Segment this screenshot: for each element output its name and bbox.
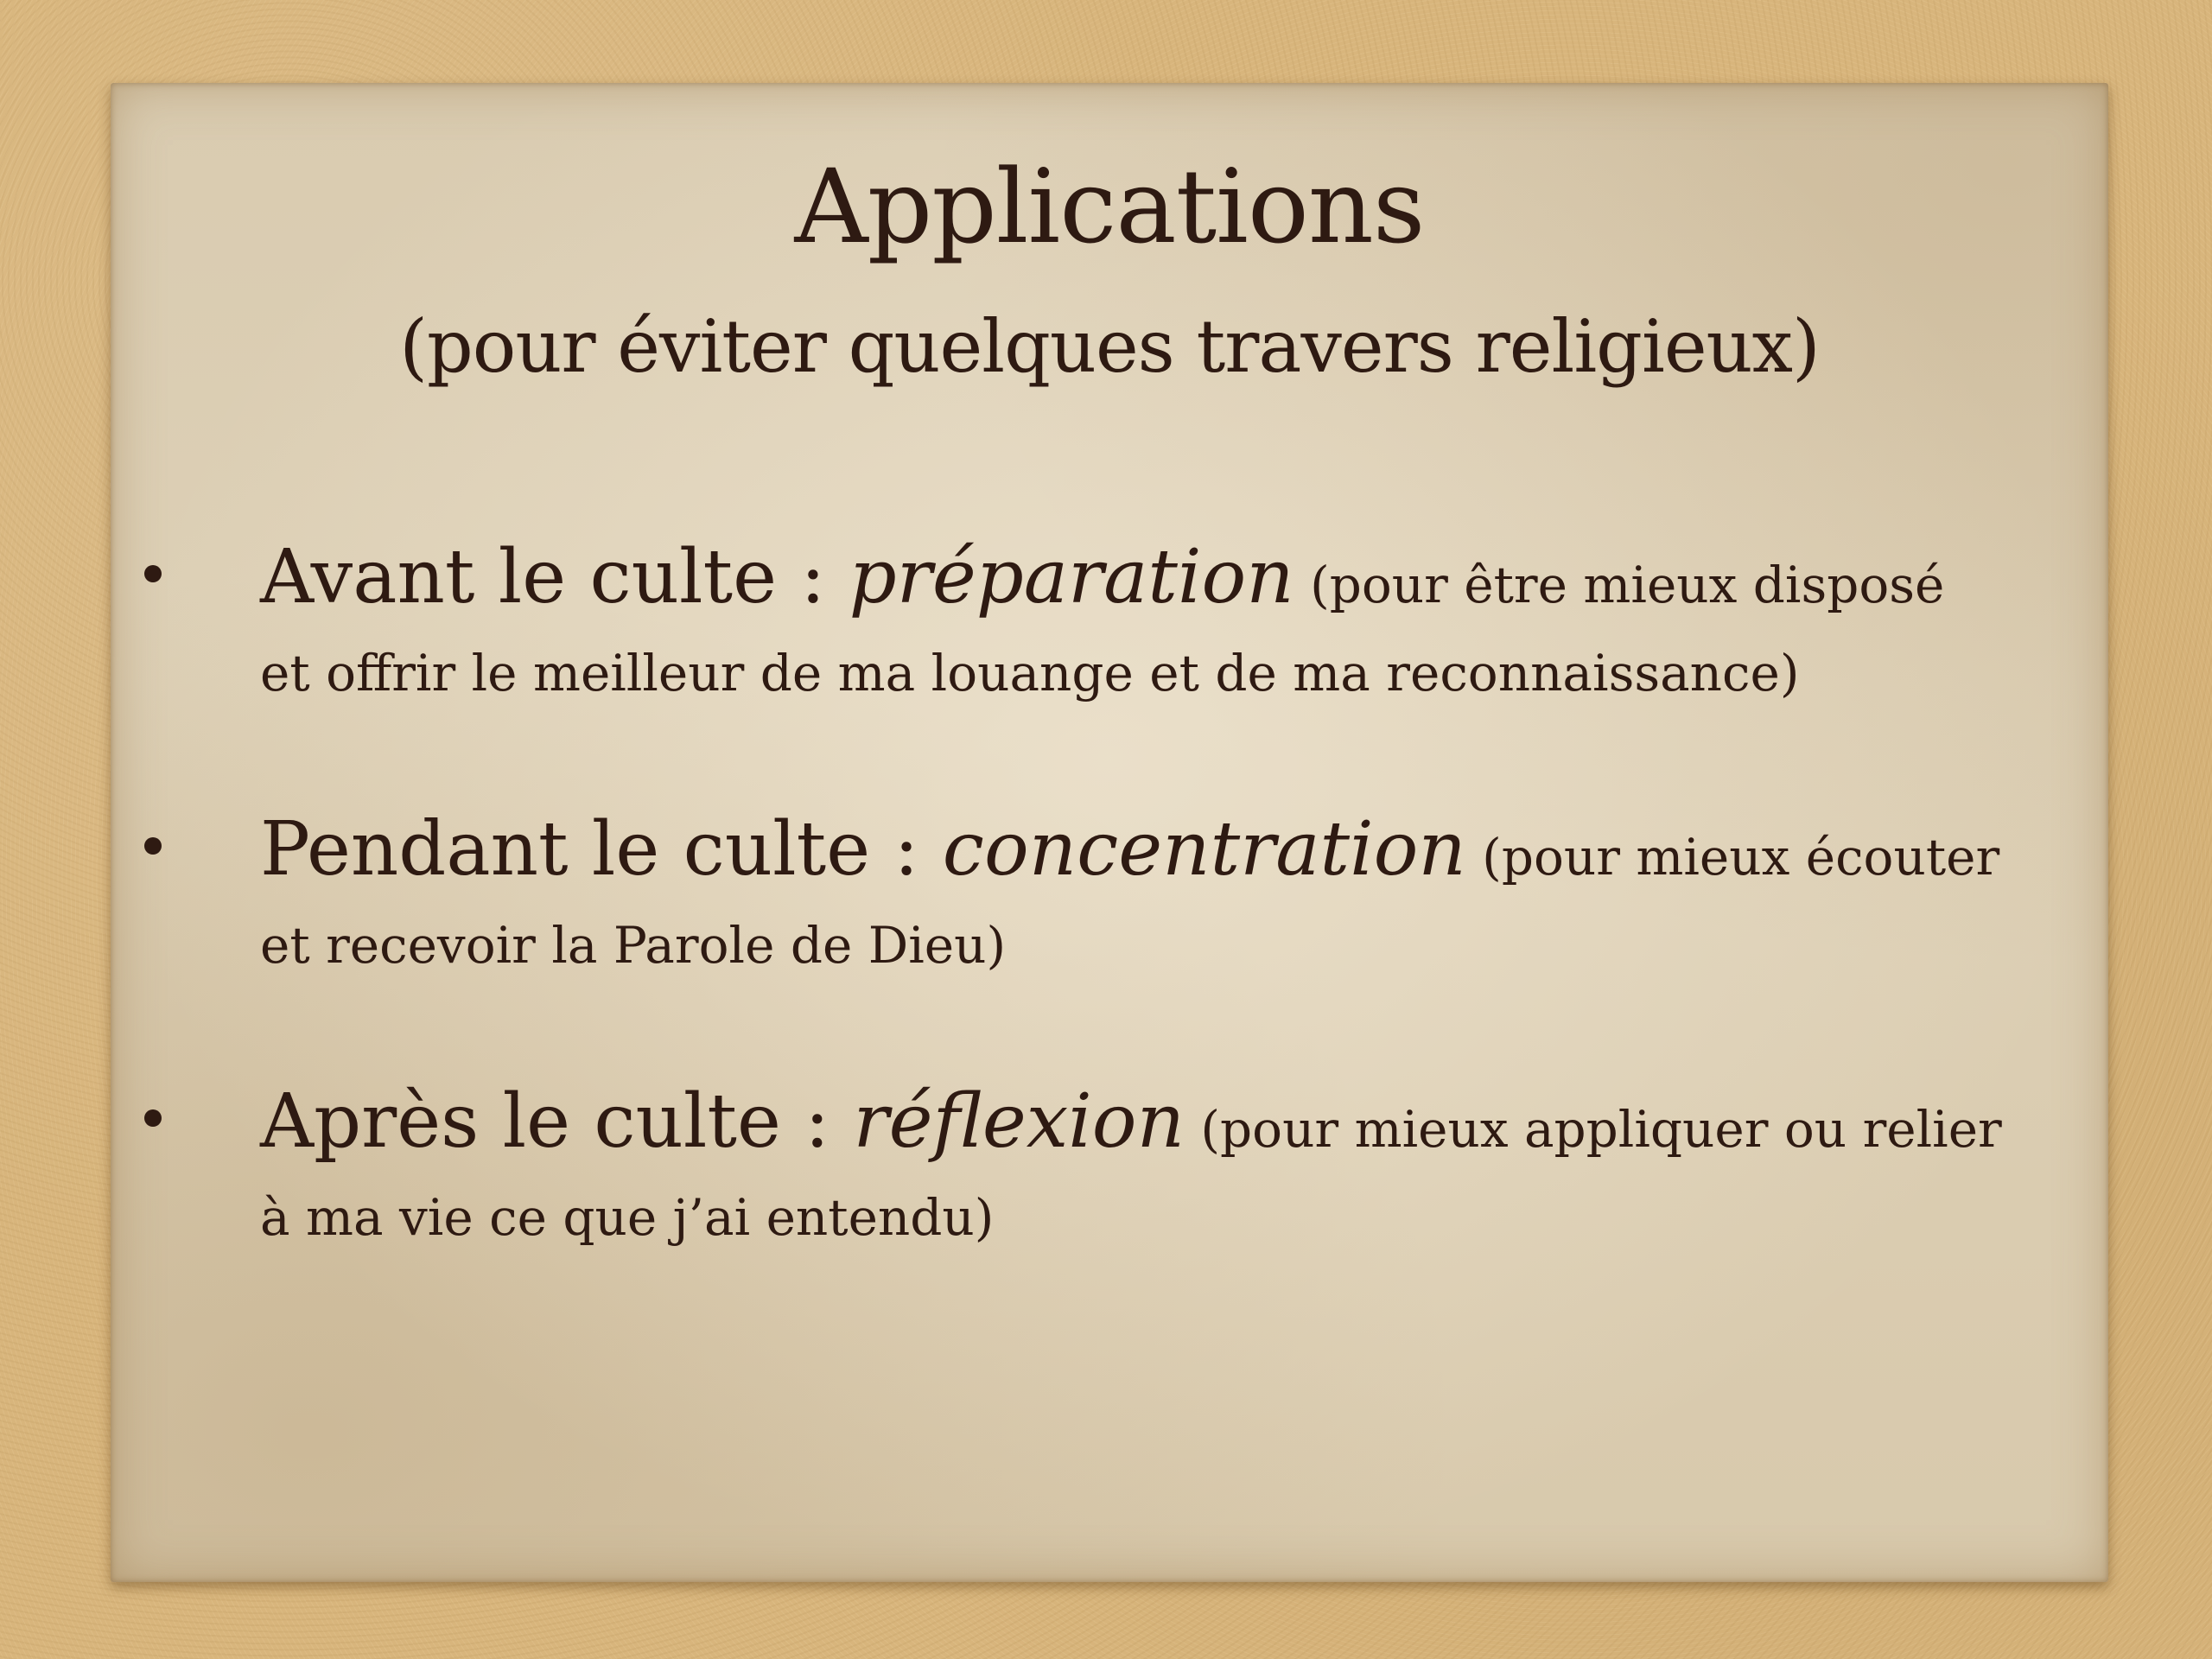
bullet-detail-start: (pour mieux appliquer ou relier	[1184, 1100, 2002, 1159]
bullet-keyword: préparation	[849, 534, 1294, 620]
bullet-item-preparation	[260, 532, 1988, 716]
bullet-lead: Pendant le culte :	[260, 806, 943, 893]
bullet-item-reflexion	[260, 1077, 2002, 1261]
bullet-keyword: concentration	[942, 806, 1466, 893]
bullet-detail-start: (pour mieux écouter	[1465, 828, 2000, 887]
bullet-item-concentration	[260, 804, 2000, 988]
bullet-line-main	[260, 532, 1988, 630]
bullet-line-main	[260, 804, 2000, 902]
bullet-dot-icon	[144, 837, 162, 855]
bullet-detail-end: et recevoir la Parole de Dieu)	[260, 916, 1007, 975]
bullet-keyword: réflexion	[853, 1078, 1185, 1165]
bullet-dot-icon	[144, 565, 162, 582]
slide-title: Applications	[794, 147, 1425, 266]
bullet-detail-end: et offrir le meilleur de ma louange et de ma reconnaissance)	[260, 644, 1800, 702]
bullet-lead: Avant le culte :	[260, 534, 849, 620]
bullet-detail-end: à ma vie ce que j’ai entendu)	[260, 1188, 995, 1247]
bullet-detail-start: (pour être mieux disposé	[1294, 556, 1945, 614]
slide-subtitle: (pour éviter quelques travers religieux)	[399, 304, 1820, 389]
bullet-line-main	[260, 1077, 2002, 1174]
slide-paper	[111, 83, 2108, 1582]
bullet-dot-icon	[144, 1109, 162, 1127]
bullet-list	[111, 83, 2108, 1582]
bullet-lead: Après le culte :	[260, 1078, 854, 1165]
